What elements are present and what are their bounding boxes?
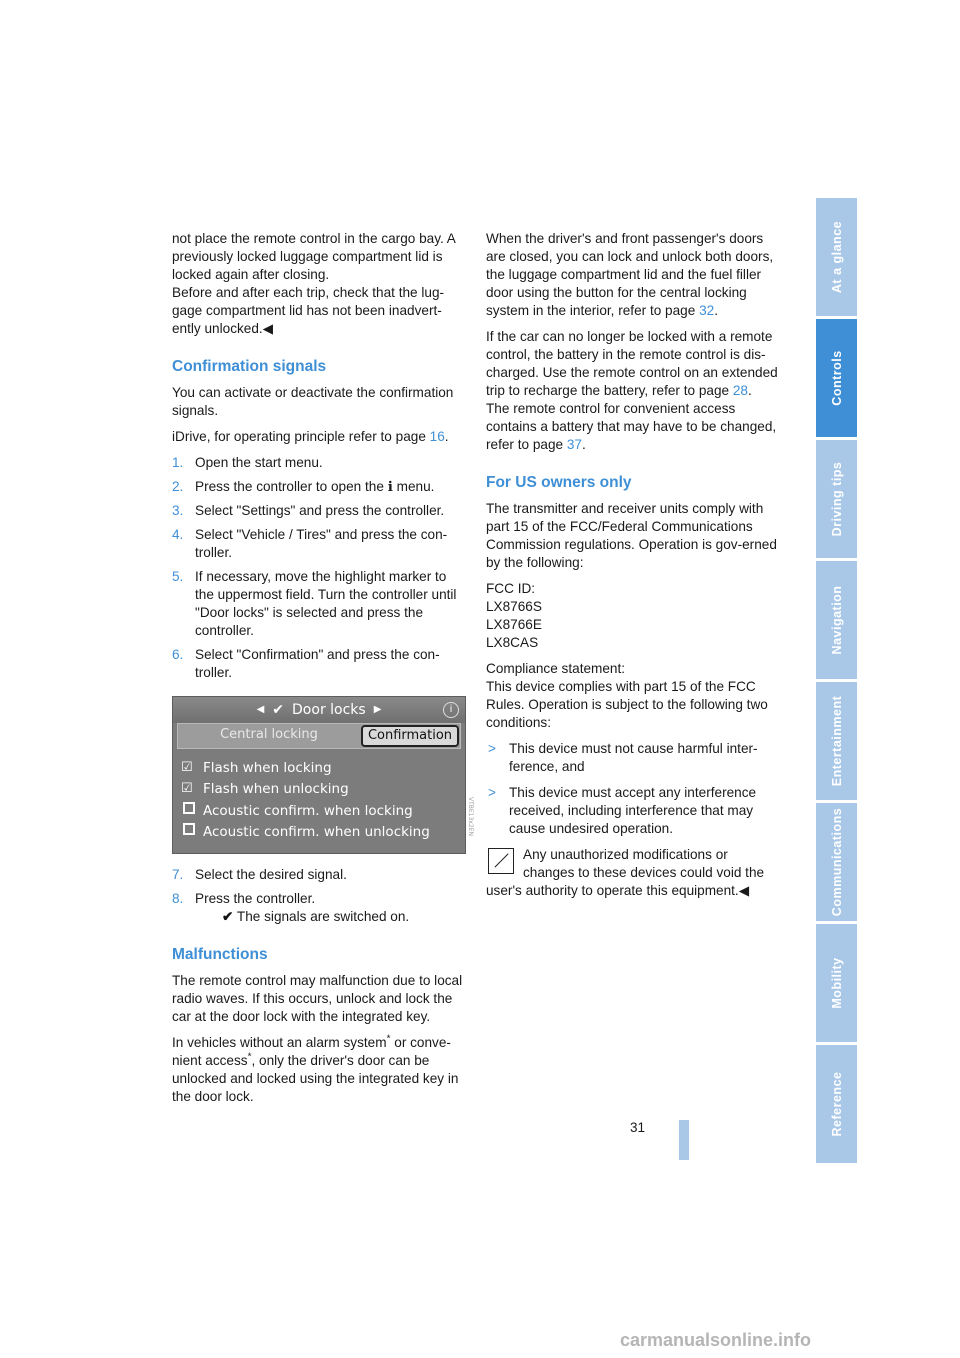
step-item: 4. Select "Vehicle / Tires" and press the con-troller. [172, 527, 448, 560]
left-arrow-icon[interactable]: ◀ [256, 704, 265, 715]
idrive-screen [172, 696, 474, 854]
bullet-icon: > [488, 785, 496, 800]
right-column [486, 230, 778, 900]
step-item: 1. Open the start menu. [172, 455, 323, 470]
intro-paragraph-2: Before and after each trip, check that the lug-gage compartment lid has not been inadvert-ently unlocked.◀ [172, 285, 445, 336]
page-number: 31 [630, 1120, 646, 1135]
step-item: 2. Press the controller to open the ℹ menu. [172, 479, 435, 494]
tab-central-locking[interactable]: Central locking [220, 727, 318, 742]
confirmation-heading: Confirmation signals [172, 358, 327, 375]
checked-icon: ☑ [181, 781, 193, 797]
central-locking-text: When the driver's and front passenger's doors are closed, you can lock and unlock both doors, the luggage compartment lid and the fuel filler door using the button for the central locking system in the interior, refer to page 32. [486, 231, 774, 318]
idrive-reference: iDrive, for operating principle refer to page 16. [172, 429, 449, 444]
sidebar-item-communications[interactable]: Communications [816, 803, 857, 921]
fcc-ids: FCC ID: LX8766S LX8766E LX8CAS [486, 581, 542, 650]
optional-star: * [386, 1033, 391, 1045]
info-icon[interactable]: i [443, 702, 459, 718]
page-link-16[interactable]: 16 [429, 429, 445, 444]
screen-options [173, 749, 465, 843]
step-item: 3. Select "Settings" and press the controller. [172, 503, 445, 518]
option-row[interactable]: ☑ Flash when locking [181, 759, 332, 776]
footer-watermark: carmanualsonline.info [620, 1330, 812, 1350]
page-link-28[interactable]: 28 [732, 383, 748, 398]
sidebar-item-reference[interactable]: Reference [816, 1045, 857, 1163]
notice-block: Any unauthorized modifications or changes to these devices could void the user's authority to operate this equipment.◀ [486, 847, 765, 898]
step-item: 5. If necessary, move the highlight marker to the uppermost field. Turn the controller until "Door locks" is selected and press the controller. [172, 569, 457, 638]
car-check-icon: ✔ [272, 702, 285, 718]
compliance-text: Compliance statement: This device complies with part 15 of the FCC Rules. Operation is subject to the following two conditions: [486, 661, 768, 730]
screen-header [173, 697, 465, 723]
malfunctions-heading: Malfunctions [172, 946, 268, 963]
sidebar-item-mobility[interactable]: Mobility [816, 924, 857, 1042]
checkmark-icon: ✔ [222, 909, 234, 924]
screen-title: Door locks [292, 702, 366, 718]
step-list-2 [172, 866, 464, 926]
page-link-32[interactable]: 32 [699, 303, 715, 318]
malfunctions-text-2: In vehicles without an alarm system* or conve-nient access*, only the driver's door can be unlocked and locked using the integrated key in the door lock. [172, 1033, 459, 1104]
switched-on-note: ✔ The signals are switched on. [222, 909, 410, 924]
sidebar-item-navigation[interactable]: Navigation [816, 561, 857, 679]
right-arrow-icon[interactable]: ▶ [373, 704, 382, 715]
left-column [172, 230, 474, 1114]
sidebar-item-at-a-glance[interactable]: At a glance [816, 198, 857, 316]
checked-icon: ☑ [181, 759, 193, 775]
page-link-37[interactable]: 37 [566, 437, 582, 452]
sidebar-item-driving-tips[interactable]: Driving tips [816, 440, 857, 558]
step-item: 7. Select the desired signal. [172, 867, 347, 882]
condition-item: > This device must accept any interference received, including interference that may cause undesired operation. [488, 785, 757, 836]
step-item: 8. Press the controller. [172, 891, 316, 906]
option-row[interactable]: Acoustic confirm. when unlocking [181, 822, 457, 844]
sidebar-item-controls[interactable]: Controls [816, 319, 857, 437]
section-sidebar [816, 198, 857, 1166]
malfunctions-text: The remote control may malfunction due to local radio waves. If this occurs, unlock and lock the car at the door lock with the integrated key. [172, 973, 463, 1024]
tab-confirmation[interactable]: Confirmation [361, 725, 459, 747]
option-row[interactable]: Acoustic confirm. when locking [181, 800, 457, 822]
sidebar-item-entertainment[interactable]: Entertainment [816, 682, 857, 800]
battery-text: If the car can no longer be locked with a remote control, the battery in the remote control is dis-charged. Use the remote control on an extended trip to recharge the battery, refer to page 28. The remote control for convenient access contains a battery that may have to be changed, refer to page 37. [486, 329, 778, 452]
unchecked-box-icon [183, 802, 195, 814]
step-item: 6. Select "Confirmation" and press the con-troller. [172, 647, 440, 680]
us-owners-heading: For US owners only [486, 474, 632, 491]
confirmation-text: You can activate or deactivate the confirmation signals. [172, 385, 454, 418]
step-list [172, 454, 464, 682]
page-marker [679, 1120, 689, 1160]
intro-paragraph: not place the remote control in the cargo bay. A previously locked luggage compartment lid is locked again after closing. [172, 231, 456, 282]
fcc-text: The transmitter and receiver units comply with part 15 of the FCC/Federal Communications Commission regulations. Operation is gov-erned by the following: [486, 501, 777, 570]
bullet-icon: > [488, 741, 496, 756]
screen-tabs [177, 723, 461, 749]
optional-star: * [247, 1051, 252, 1063]
option-row[interactable]: ☑ Flash when unlocking [181, 781, 349, 798]
prohibited-icon [488, 848, 514, 874]
image-code: VTBE13x2EN [467, 797, 474, 836]
unchecked-box-icon [183, 823, 195, 835]
condition-item: > This device must not cause harmful inter-ference, and [488, 741, 758, 774]
